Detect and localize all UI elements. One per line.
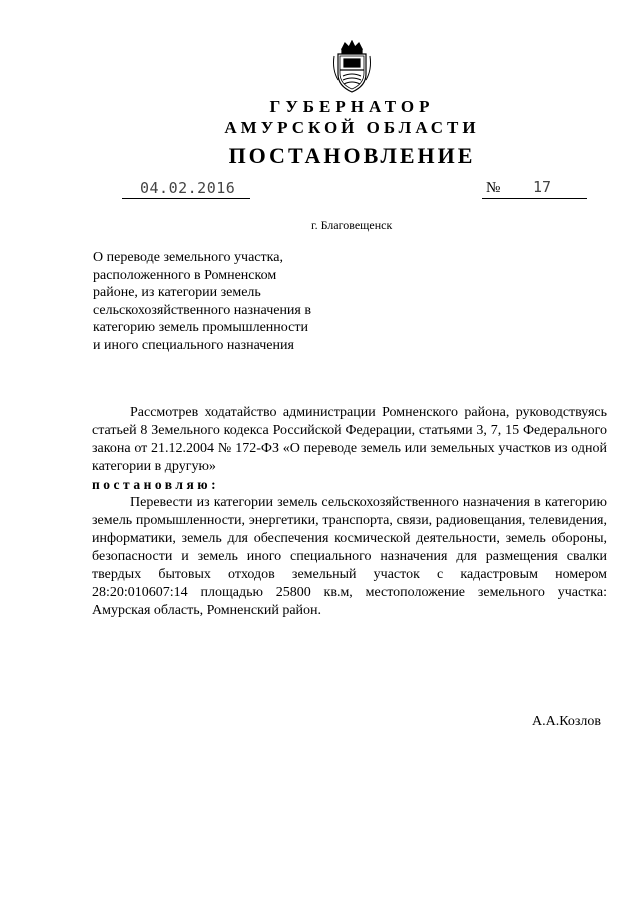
subject-line: О переводе земельного участка,: [93, 250, 283, 265]
subject-line: сельскохозяйственного назначения в: [93, 302, 311, 318]
issuer-title: ГУБЕРНАТОР: [269, 97, 435, 116]
subject-line: и иного специального назначения: [93, 337, 294, 353]
city: г. Благовещенск: [311, 218, 393, 232]
decree-word: постановляю:: [92, 477, 220, 492]
date-underline: [122, 198, 250, 199]
document-date: 04.02.2016: [140, 179, 236, 197]
decision-paragraph: Перевести из категории земель сельскохозяйственного назначения в категорию земель промышленности, энергетики, транспорта, связи, радиовещания, телевидения, информатики, земель для обеспечения космической деятельности, земель обороны, безопасности и земель иного специального назначения для размещения свалки твердых бытовых отходов земельный участок с кадастровым номером 28:20:010607:14 площадью 25800 кв.м, местоположение земельного участка: Амурская область, Ромненский район.: [92, 495, 607, 618]
signature-name: А.А.Козлов: [532, 714, 601, 729]
subject-line: расположенного в Ромненском: [93, 267, 277, 283]
document-subject: [93, 249, 353, 354]
issuer-region: АМУРСКОЙ ОБЛАСТИ: [224, 118, 480, 137]
number-underline: [482, 198, 587, 199]
number-sign: №: [486, 180, 501, 196]
preamble-paragraph: Рассмотрев ходатайство администрации Ромненского района, руководствуясь статьей 8 Земельного кодекса Российской Федерации, статьями 3, 7, 15 Федерального закона от 21.12.2004 № 172-ФЗ «О переводе земель или земельных участков из одной категории в другую»: [92, 405, 607, 474]
coat-of-arms-emblem: [330, 40, 374, 94]
document-body: [92, 404, 607, 620]
document-type: ПОСТАНОВЛЕНИЕ: [228, 143, 476, 168]
subject-line: категорию земель промышленности: [93, 320, 308, 335]
subject-line: районе, из категории земель: [93, 285, 261, 300]
document-number: 17: [533, 178, 552, 196]
